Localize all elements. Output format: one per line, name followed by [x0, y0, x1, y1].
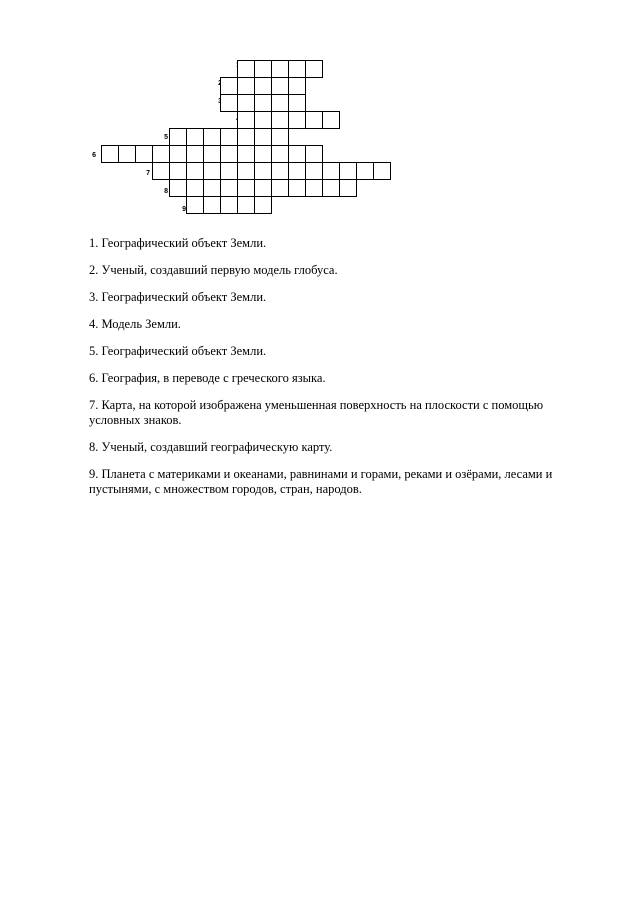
- crossword-cell[interactable]: [203, 196, 221, 214]
- crossword-cell[interactable]: [203, 128, 221, 146]
- crossword-cell[interactable]: [237, 162, 255, 180]
- crossword-cell[interactable]: [220, 77, 238, 95]
- crossword-cell[interactable]: [254, 94, 272, 112]
- crossword-cell[interactable]: [339, 179, 357, 197]
- crossword-cell[interactable]: [288, 162, 306, 180]
- clue-1: 1. Географический объект Земли.: [89, 236, 267, 250]
- crossword-cell[interactable]: [322, 111, 340, 129]
- crossword-cell[interactable]: [186, 196, 204, 214]
- crossword-cell[interactable]: [220, 179, 238, 197]
- crossword-cell[interactable]: [288, 77, 306, 95]
- crossword-cell[interactable]: [305, 162, 323, 180]
- crossword-cell[interactable]: [254, 60, 272, 78]
- crossword-cell[interactable]: [237, 145, 255, 163]
- crossword-cell[interactable]: [237, 94, 255, 112]
- crossword-cell[interactable]: [271, 145, 289, 163]
- crossword-cell[interactable]: [169, 179, 187, 197]
- crossword-grid: [0, 0, 638, 240]
- crossword-cell[interactable]: [186, 162, 204, 180]
- crossword-cell[interactable]: [288, 60, 306, 78]
- crossword-cell[interactable]: [135, 145, 153, 163]
- crossword-cell[interactable]: [220, 145, 238, 163]
- crossword-cell[interactable]: [152, 162, 170, 180]
- crossword-cell[interactable]: [305, 60, 323, 78]
- crossword-cell[interactable]: [101, 145, 119, 163]
- crossword-cell[interactable]: [322, 179, 340, 197]
- crossword-cell[interactable]: [339, 162, 357, 180]
- crossword-cell[interactable]: [254, 77, 272, 95]
- crossword-cell[interactable]: [237, 179, 255, 197]
- clue-8: 8. Ученый, создавший географическую карту.: [89, 440, 333, 454]
- crossword-cell[interactable]: [237, 77, 255, 95]
- crossword-cell[interactable]: [152, 145, 170, 163]
- crossword-cell[interactable]: [271, 60, 289, 78]
- clue-number-label: 5: [164, 134, 168, 141]
- crossword-cell[interactable]: [254, 179, 272, 197]
- crossword-cell[interactable]: [186, 179, 204, 197]
- crossword-cell[interactable]: [254, 145, 272, 163]
- crossword-cell[interactable]: [237, 111, 255, 129]
- crossword-cell[interactable]: [271, 162, 289, 180]
- crossword-cell[interactable]: [305, 179, 323, 197]
- crossword-cell[interactable]: [288, 145, 306, 163]
- crossword-cell[interactable]: [220, 196, 238, 214]
- crossword-cell[interactable]: [271, 111, 289, 129]
- crossword-cell[interactable]: [254, 128, 272, 146]
- crossword-cell[interactable]: [169, 128, 187, 146]
- clue-number-label: 8: [164, 188, 168, 195]
- crossword-cell[interactable]: [237, 128, 255, 146]
- crossword-cell[interactable]: [373, 162, 391, 180]
- crossword-cell[interactable]: [203, 179, 221, 197]
- crossword-cell[interactable]: [220, 128, 238, 146]
- clue-list: [89, 236, 589, 509]
- clue-number-label: 9: [182, 206, 186, 213]
- clue-3: 3. Географический объект Земли.: [89, 290, 267, 304]
- clue-number-label: 6: [92, 152, 96, 159]
- crossword-cell[interactable]: [203, 145, 221, 163]
- crossword-cell[interactable]: [186, 128, 204, 146]
- crossword-cell[interactable]: [305, 111, 323, 129]
- clue-6: 6. География, в переводе с греческого языка.: [89, 371, 326, 385]
- crossword-cell[interactable]: [203, 162, 221, 180]
- clue-7: 7. Карта, на которой изображена уменьшенная поверхность на плоскости с помощью условных знаков.: [89, 398, 544, 427]
- crossword-cell[interactable]: [271, 179, 289, 197]
- clue-number-label: 7: [146, 170, 150, 177]
- crossword-cell[interactable]: [271, 128, 289, 146]
- clue-4: 4. Модель Земли.: [89, 317, 181, 331]
- clue-2: 2. Ученый, создавший первую модель глобуса.: [89, 263, 338, 277]
- crossword-cell[interactable]: [169, 145, 187, 163]
- crossword-cell[interactable]: [271, 94, 289, 112]
- crossword-cell[interactable]: [220, 94, 238, 112]
- clue-5: 5. Географический объект Земли.: [89, 344, 267, 358]
- crossword-cell[interactable]: [118, 145, 136, 163]
- clue-9: 9. Планета с материками и океанами, равнинами и горами, реками и озёрами, лесами и пустынями, с множеством городов, стран, народов.: [89, 467, 553, 496]
- crossword-cell[interactable]: [186, 145, 204, 163]
- crossword-cell[interactable]: [254, 162, 272, 180]
- crossword-cell[interactable]: [254, 111, 272, 129]
- crossword-cell[interactable]: [271, 77, 289, 95]
- crossword-cell[interactable]: [305, 145, 323, 163]
- crossword-cell[interactable]: [322, 162, 340, 180]
- crossword-cell[interactable]: [254, 196, 272, 214]
- crossword-cell[interactable]: [288, 111, 306, 129]
- crossword-cell[interactable]: [288, 94, 306, 112]
- crossword-cell[interactable]: [237, 196, 255, 214]
- crossword-cell[interactable]: [169, 162, 187, 180]
- crossword-cell[interactable]: [237, 60, 255, 78]
- crossword-cell[interactable]: [356, 162, 374, 180]
- crossword-cell[interactable]: [220, 162, 238, 180]
- crossword-cell[interactable]: [288, 179, 306, 197]
